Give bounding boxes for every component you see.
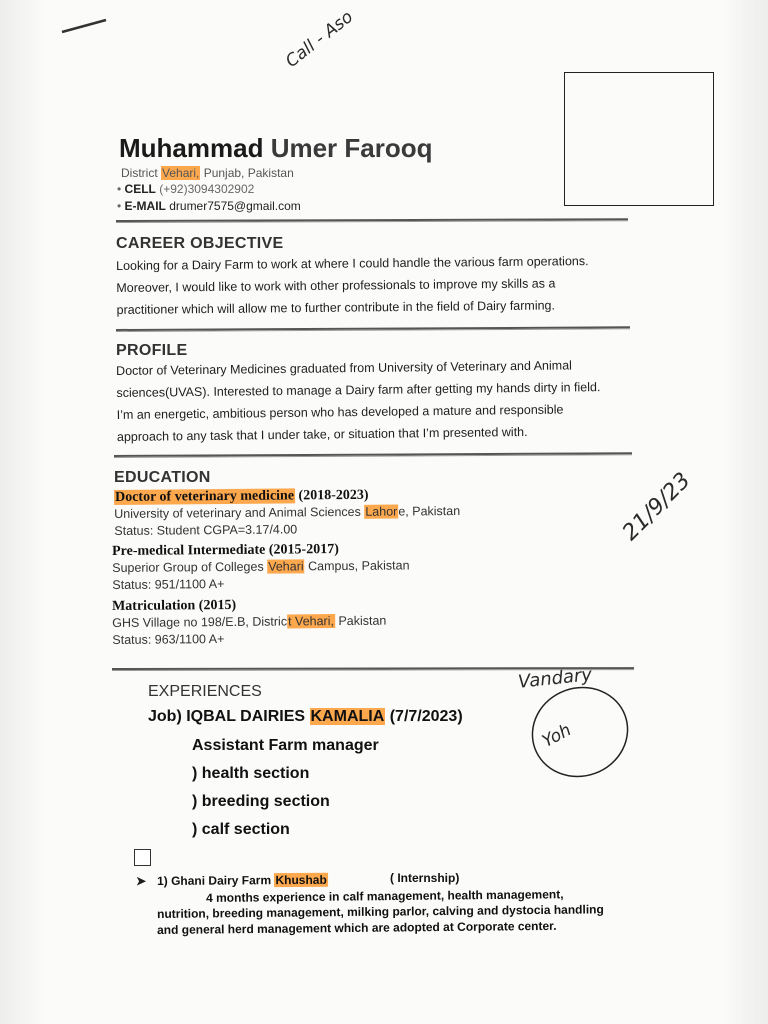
experience-heading: EXPERIENCES [148, 683, 262, 700]
bullet-arrow-icon: ➤ [136, 874, 147, 888]
education-item: Doctor of veterinary medicine (2018-2023) University of veterinary and Animal Sciences Lahore, Pakistan Status: Student CGPA=3.17/4.00 [114, 487, 461, 538]
cell-line: • CELL (+92)3094302902 [117, 182, 255, 196]
job-section: ) health section [192, 765, 310, 782]
candidate-name: Muhammad Umer Farooq [119, 133, 433, 163]
job-section: ) breeding section [192, 793, 330, 810]
checkbox-icon [134, 849, 151, 866]
internship-desc: and general herd management which are adopted at Corporate center. [157, 918, 557, 937]
email-line: • E-MAIL drumer7575@gmail.com [117, 199, 301, 213]
internship-tag: ( Internship) [390, 871, 460, 885]
job-role: Assistant Farm manager [192, 737, 379, 754]
photo-placeholder [564, 72, 714, 206]
divider [114, 452, 632, 458]
profile-text: Doctor of Veterinary Medicines graduated from University of Veterinary and Animal sciences(UVAS). Interested to manage a Dairy farm after getting my hands dirty in field. I’m an energetic, ambitious person who has developed a mature and responsible approach to any task that I under take, or situation that I’m presented with. [116, 358, 601, 444]
internship-title: 1) Ghani Dairy Farm Khushab [157, 872, 327, 888]
internship-desc: nutrition, breeding management, milking parlor, calving and dystocia handling [157, 902, 604, 921]
career-text: Looking for a Dairy Farm to work at where I could handle the various farm operations. Moreover, I would like to work with other professionals to improve my skills as a practitioner which will allow me to further contribute in the field of Dairy farming. [116, 254, 589, 317]
pen-mark [60, 14, 110, 36]
profile-heading: PROFILE [116, 342, 188, 359]
signature: Vandary [517, 664, 594, 693]
education-heading: EDUCATION [114, 469, 211, 486]
handwritten-date: 21/9/23 [618, 468, 696, 546]
circled-note: Yoh [539, 720, 575, 752]
education-item: Matriculation (2015) GHS Village no 198/E.B, District Vehari, Pakistan Status: 963/1100 A+ [112, 597, 387, 647]
education-item: Pre-medical Intermediate (2015-2017) Superior Group of Colleges Vehari Campus, Pakistan Status: 951/1100 A+ [112, 542, 410, 592]
job-section: ) calf section [192, 821, 290, 838]
internship-desc: 4 months experience in calf management, health management, [206, 887, 564, 905]
divider [116, 218, 628, 223]
divider [116, 326, 630, 332]
handwritten-note: Call - Aso [282, 7, 358, 72]
career-heading: CAREER OBJECTIVE [116, 235, 284, 252]
address: District Vehari, Punjab, Pakistan [121, 166, 294, 180]
job-title: Job) IQBAL DAIRIES KAMALIA (7/7/2023) [148, 708, 463, 725]
